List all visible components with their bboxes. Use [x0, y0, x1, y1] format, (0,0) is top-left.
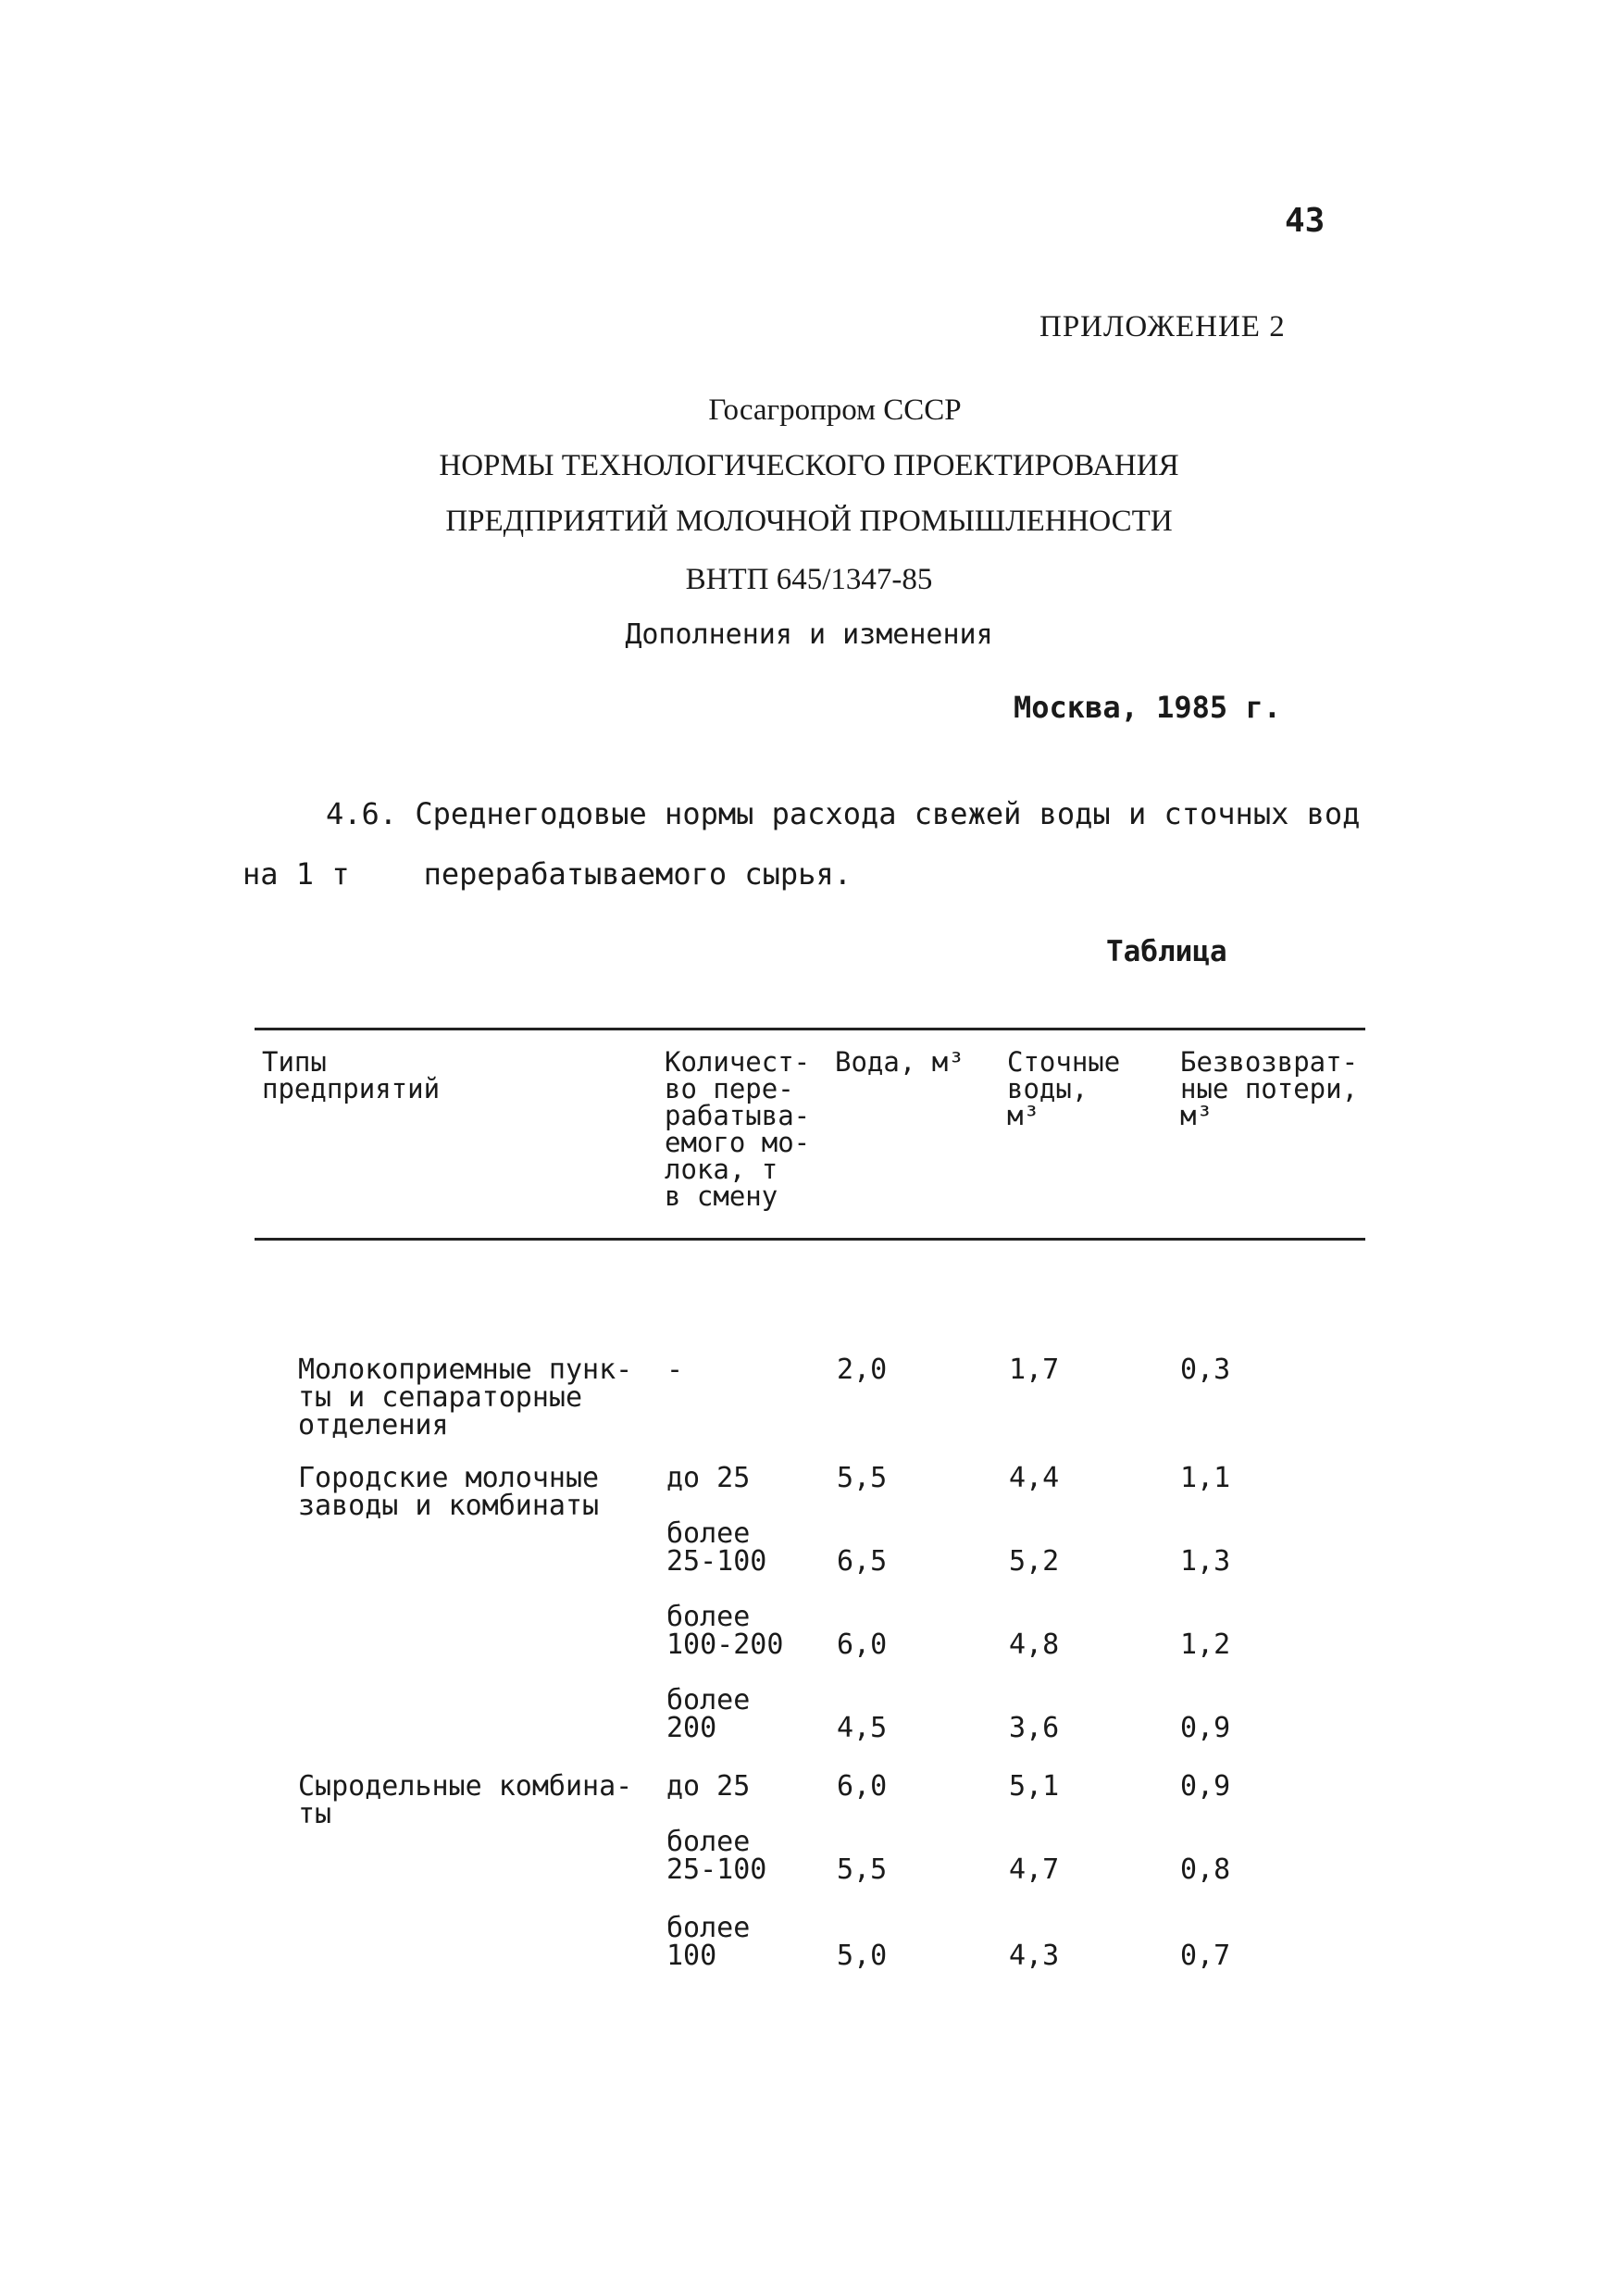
paragraph-line-2 [243, 856, 852, 892]
cell-losses: 1,3 [1180, 1545, 1231, 1578]
cell-losses: 1,2 [1180, 1628, 1231, 1661]
cell-wastewater: 5,1 [1009, 1770, 1060, 1803]
cell-quantity: более 200 [666, 1684, 751, 1744]
cell-losses: 0,7 [1180, 1940, 1231, 1972]
document-title-line-2: ПРЕДПРИЯТИЙ МОЛОЧНОЙ ПРОМЫШЛЕННОСТИ [445, 505, 1173, 538]
cell-water: 6,5 [837, 1545, 888, 1578]
cell-water: 5,5 [837, 1462, 888, 1494]
appendix-label: ПРИЛОЖЕНИЕ 2 [1039, 310, 1286, 343]
column-header-water: Вода, м³ [835, 1046, 965, 1078]
cell-type: Молокоприемные пунк- ты и сепараторные отделения [298, 1354, 633, 1441]
cell-losses: 0,9 [1180, 1712, 1231, 1744]
cell-wastewater: 3,6 [1009, 1712, 1060, 1744]
organization: Госагропром СССР [708, 393, 962, 427]
column-header-quantity: Количест- во пере- рабатыва- емого мо- лока, т в смену [665, 1046, 811, 1212]
cell-quantity: - [666, 1354, 684, 1386]
cell-water: 5,5 [837, 1853, 888, 1886]
cell-quantity: более 25-100 [666, 1517, 767, 1578]
cell-water: 6,0 [837, 1770, 888, 1803]
cell-quantity: более 25-100 [666, 1826, 767, 1886]
document-title-line-1: НОРМЫ ТЕХНОЛОГИЧЕСКОГО ПРОЕКТИРОВАНИЯ [439, 449, 1179, 482]
table-label: Таблица [1106, 935, 1227, 968]
cell-type: Городские молочные заводы и комбинаты [298, 1462, 600, 1522]
cell-quantity: более 100-200 [666, 1601, 784, 1661]
cell-losses: 1,1 [1180, 1462, 1231, 1494]
cell-water: 5,0 [837, 1940, 888, 1972]
cell-water: 4,5 [837, 1712, 888, 1744]
cell-wastewater: 4,8 [1009, 1628, 1060, 1661]
paragraph-line-2-rest: перерабатываемого сырья. [423, 856, 852, 892]
cell-quantity: до 25 [666, 1770, 751, 1803]
document-code: ВНТП 645/1347-85 [685, 563, 933, 596]
cell-wastewater: 4,7 [1009, 1853, 1060, 1886]
cell-water: 6,0 [837, 1628, 888, 1661]
cell-quantity: до 25 [666, 1462, 751, 1494]
cell-wastewater: 4,3 [1009, 1940, 1060, 1972]
column-header-wastewater: Сточные воды, м³ [1007, 1046, 1121, 1131]
table-top-rule [255, 1028, 1365, 1030]
document-subtitle: Дополнения и изменения [625, 618, 993, 651]
column-header-losses: Безвозврат- ные потери, м³ [1180, 1046, 1359, 1131]
cell-losses: 0,9 [1180, 1770, 1231, 1803]
column-header-type: Типы предприятий [262, 1046, 441, 1104]
paragraph-line-1: 4.6. Среднегодовые нормы расхода свежей воды и сточных вод [326, 796, 1361, 831]
page-number: 43 [1285, 202, 1326, 240]
city-year: Москва, 1985 г. [1014, 690, 1281, 725]
cell-wastewater: 1,7 [1009, 1354, 1060, 1386]
cell-type: Сыродельные комбина- ты [298, 1770, 633, 1830]
cell-wastewater: 4,4 [1009, 1462, 1060, 1494]
cell-quantity: более 100 [666, 1912, 751, 1972]
table-header-rule [255, 1238, 1365, 1241]
cell-losses: 0,8 [1180, 1853, 1231, 1886]
cell-losses: 0,3 [1180, 1354, 1231, 1386]
paragraph-line-2-prefix: на 1 т [243, 856, 350, 892]
cell-water: 2,0 [837, 1354, 888, 1386]
cell-wastewater: 5,2 [1009, 1545, 1060, 1578]
